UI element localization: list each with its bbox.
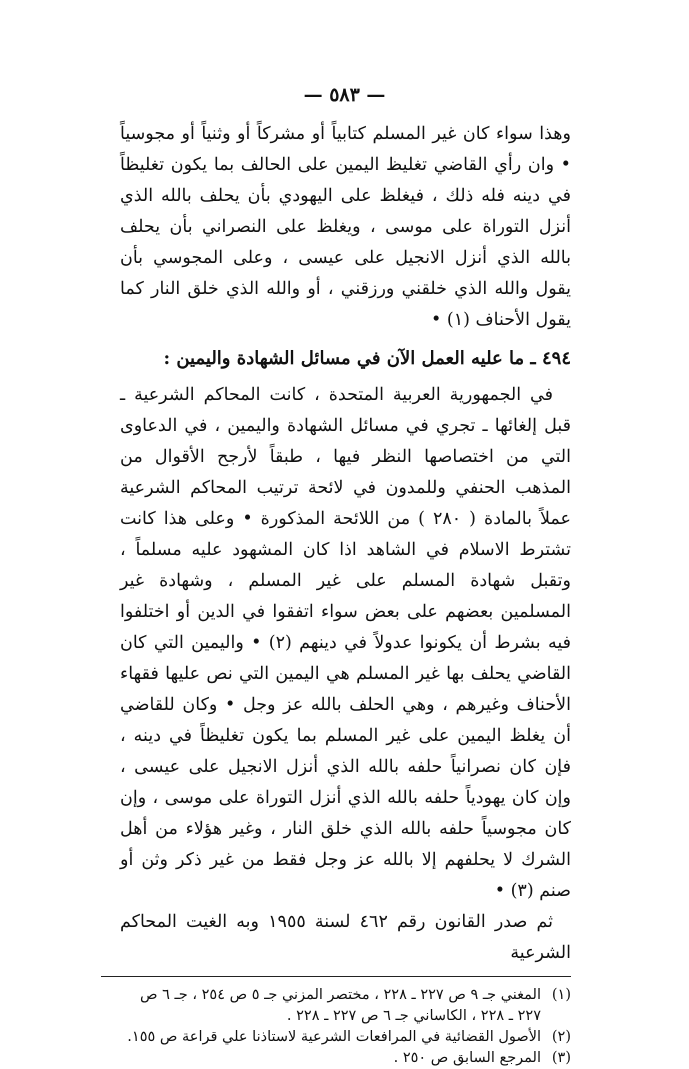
footnote-divider bbox=[101, 976, 571, 977]
footnote-text: الأصول القضائية في المرافعات الشرعية لاستاذنا علي قراعة ص ١٥٥. bbox=[127, 1029, 541, 1045]
footnote-number: (٢) bbox=[551, 1029, 571, 1045]
section-heading: ٤٩٤ ـ ما عليه العمل الآن في مسائل الشهادة واليمين : bbox=[163, 348, 571, 369]
paragraph-3: ثم صدر القانون رقم ٤٦٢ لسنة ١٩٥٥ وبه الغيت المحاكم الشرعية bbox=[120, 912, 571, 963]
footnote-2 bbox=[120, 1027, 571, 1048]
footnotes bbox=[120, 985, 571, 1069]
paragraph-2: في الجمهورية العربية المتحدة ، كانت المحاكم الشرعية ـ قبل إلغائها ـ تجري في مسائل الشهادة واليمين ، في الدعاوى التي من اختصاصها النظر فيها ، طبقاً لأرجح الأقوال من المذهب الحنفي وللمدون في لائحة ترتيب المحاكم الشرعية عملاً بالمادة ( ٢٨٠ ) من اللائحة المذكورة • وعلى هذا كانت تشترط الاسلام في الشاهد اذا كان المشهود عليه مسلماً ، وتقبل شهادة المسلم على غير المسلم ، وشهادة غير المسلمين بعضهم على بعض سواء اتفقوا في الدين أو اختلفوا فيه بشرط أن يكونوا عدولاً في دينهم (٢) • واليمين التي كان القاضي يحلف بها غير المسلم هي اليمين التي نص عليها فقهاء الأحناف وغيرهم ، وهي الحلف بالله عز وجل • وكان للقاضي أن يغلظ اليمين على غير المسلم بما يكون تغليظاً في دينه ، فإن كان نصرانياً حلفه بالله الذي أنزل الانجيل على عيسى ، وإن كان يهودياً حلفه بالله الذي أنزل التوراة على موسى ، وإن كان مجوسياً حلفه بالله الذي خلق النار ، وغير هؤلاء من أهل الشرك لا يحلفهم إلا بالله عز وجل فقط من غير ذكر وثن أو صنم (٣) • bbox=[120, 385, 571, 901]
footnote-number: (١) bbox=[551, 987, 571, 1003]
paragraph-1: وهذا سواء كان غير المسلم كتابياً أو مشركاً أو وثنياً أو مجوسياً • وان رأي القاضي تغليظ اليمين على الحالف بما يكون تغليظاً في دينه فله ذلك ، فيغلظ على اليهودي بأن يحلف بالله الذي أنزل التوراة على موسى ، ويغلظ على النصراني بأن يحلف بالله الذي أنزل الانجيل على عيسى ، وعلى المجوسي بأن يقول والله الذي خلقني ورزقني ، أو والله الذي خلق النار كما يقول الأحناف (١) • bbox=[120, 124, 571, 330]
footnote-text: المرجع السابق ص ٢٥٠ . bbox=[393, 1050, 541, 1066]
footnote-number: (٣) bbox=[551, 1050, 571, 1066]
footnote-3 bbox=[120, 1048, 571, 1069]
footnote-1 bbox=[120, 985, 571, 1027]
body-text bbox=[120, 119, 571, 969]
page-number: — ٥٨٣ — bbox=[303, 84, 386, 106]
footnote-text: المغني جـ ٩ ص ٢٢٧ ـ ٢٢٨ ، مختصر المزني جـ ٥ ص ٢٥٤ ، جـ ٦ ص ٢٢٧ ـ ٢٢٨ ، الكاساني جـ ٦ ص ٢٢٧ ـ ٢٢٨ . bbox=[139, 987, 541, 1024]
